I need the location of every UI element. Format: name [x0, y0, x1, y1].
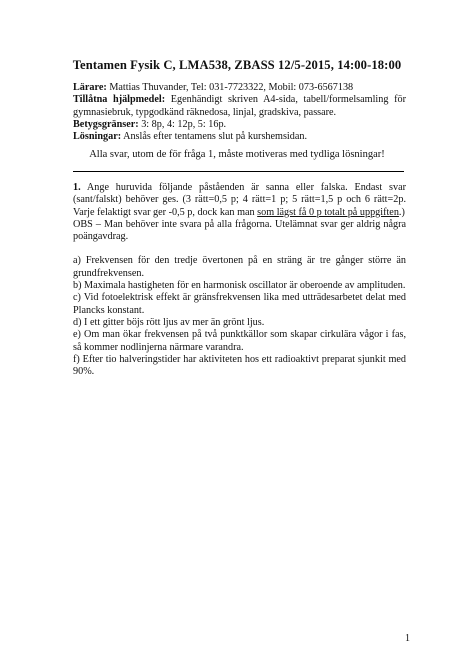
page-number: 1 — [405, 633, 410, 644]
motivation-note: Alla svar, utom de för fråga 1, måste motiveras med tydliga lösningar! — [89, 149, 385, 160]
spacer — [73, 243, 406, 255]
grades-label: Betygsgränser: — [73, 118, 139, 130]
statement-b: b) Maximala hastigheten för en harmonisk oscillator är oberoende av amplituden. — [73, 280, 406, 292]
question-1-intro-end: .) — [398, 206, 405, 218]
grades-value: 3: 8p, 4: 12p, 5: 16p. — [141, 118, 227, 130]
teachers-line — [73, 82, 406, 94]
question-1-intro — [73, 182, 406, 219]
question-1-underlined-text: som lägst få 0 p totalt på uppgiften — [257, 206, 399, 218]
divider-line — [73, 171, 404, 172]
exam-title: Tentamen Fysik C, LMA538, ZBASS 12/5-2015, 14:00-18:00 — [72, 58, 402, 72]
statement-f: f) Efter tio halveringstider har aktiviteten hos ett radioaktivt preparat sjunkit med 90%. — [73, 353, 406, 378]
solutions-value: Anslås efter tentamens slut på kurshemsidan. — [123, 131, 308, 143]
aids-value: Egenhändigt skriven A4-sida, tabell/formelsamling för gymnasiebruk, typgodkänd räknedosa, linjal, gradskiva, passare. — [73, 94, 406, 118]
statement-a: a) Frekvensen för den tredje övertonen på en sträng är tre gånger större än grundfrekvensen. — [73, 255, 406, 279]
aids-label: Tillåtna hjälpmedel: — [73, 94, 166, 106]
teachers-value: Mattias Thuvander, Tel: 031-7723322, Mobil: 073-6567138 — [109, 82, 354, 93]
question-1-intro-text: Ange huruvida följande påståenden är sanna eller falska. Endast svar (sant/falskt) behöver ges. (3 rätt=0,5 p; 4 rätt=1 p; 5 rätt=1,5 p och 6 rätt=2p. Varje felaktigt svar ger -0,5 p, dock kan man — [73, 182, 406, 218]
statement-d: d) I ett gitter böjs rött ljus av mer än grönt ljus. — [73, 316, 265, 328]
aids-line — [73, 94, 406, 119]
solutions-label: Lösningar: — [73, 131, 122, 143]
question-1-number: 1. — [73, 182, 81, 193]
grades-line — [73, 119, 406, 131]
solutions-line — [73, 131, 406, 143]
question-1 — [73, 182, 406, 378]
exam-info — [73, 82, 406, 143]
statement-e: e) Om man ökar frekvensen på två punktkällor som skapar cirkulära vågor i fas, så kommer nodlinjerna närmare varandra. — [73, 329, 406, 353]
question-1-obs: OBS – Man behöver inte svara på alla frågorna. Utelämnat svar ger aldrig några poängavdrag. — [73, 218, 406, 243]
teachers-label: Lärare: — [73, 82, 107, 93]
statement-c: c) Vid fotoelektrisk effekt är gränsfrekvensen lika med utträdesarbetet delat med Plancks konstant. — [73, 292, 406, 316]
